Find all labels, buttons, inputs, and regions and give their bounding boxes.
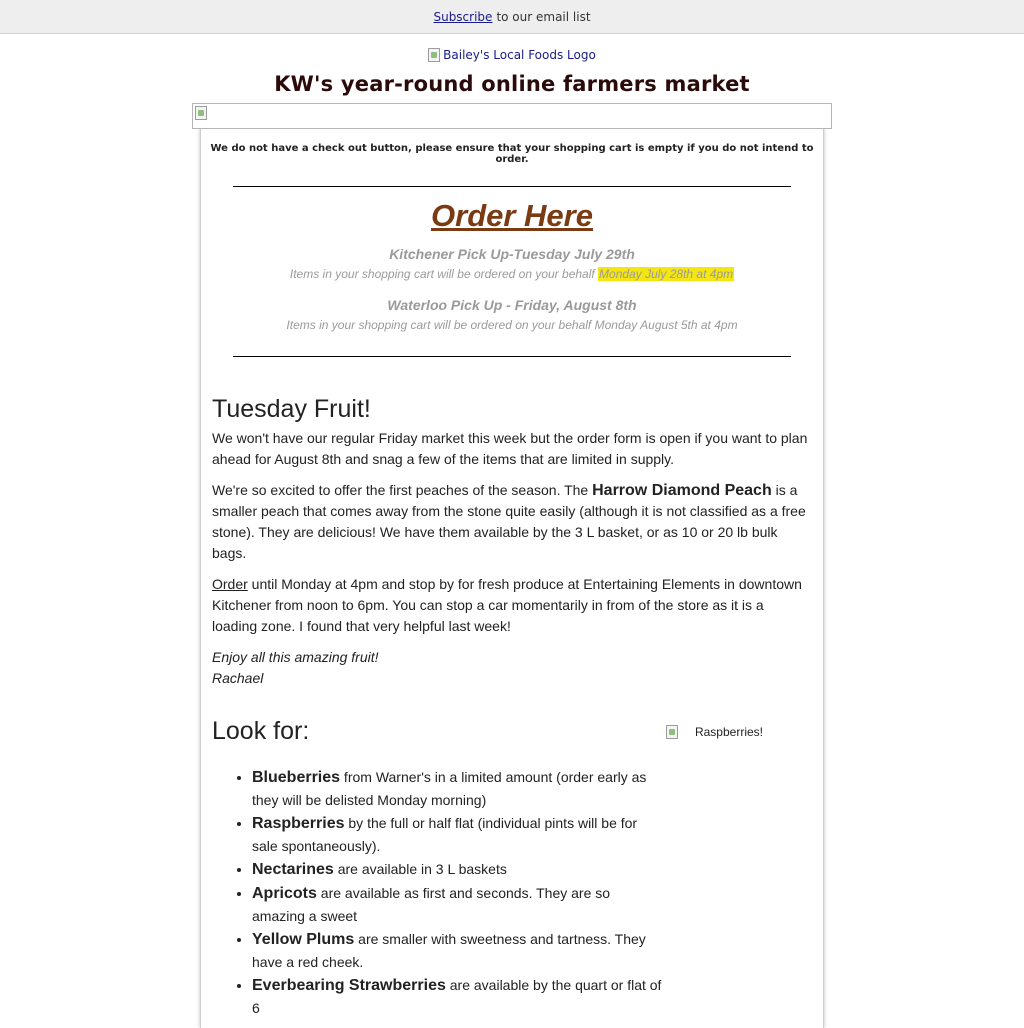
produce-description: are available by the quart or flat of 6: [252, 977, 662, 1016]
list-item: [252, 882, 662, 927]
article-paragraph-1: We won't have our regular Friday market this week but the order form is open if you want to plan ahead for August 8th and snag a few of the items that are limited in supply.: [212, 430, 808, 467]
newsletter-card: [200, 128, 824, 1028]
pickup-note-text: Items in your shopping cart will be ordered on your behalf: [286, 318, 595, 332]
subscribe-bar: [0, 0, 1024, 34]
broken-image-icon: [428, 48, 440, 62]
subscribe-text: to our email list: [496, 9, 591, 24]
text-span: until Monday at 4pm and stop by for fresh produce at Entertaining Elements in downtown Kitchener from noon to 6pm. You can stop a car momentarily in from of the store as it is a loading zone. I found that very helpful last week!: [212, 576, 802, 634]
pickup-note-text: Items in your shopping cart will be ordered on your behalf: [289, 267, 599, 281]
list-item: [252, 928, 662, 973]
produce-name: Yellow Plums: [252, 931, 355, 948]
article-paragraph-2: [212, 480, 811, 564]
signoff: [212, 647, 811, 689]
look-for-heading: Look for:: [212, 717, 310, 745]
subscribe-link[interactable]: Subscribe: [433, 9, 493, 24]
produce-name: Apricots: [252, 885, 317, 902]
produce-name: Everbearing Strawberries: [252, 977, 446, 994]
signoff-line: Enjoy all this amazing fruit!: [212, 649, 379, 665]
checkout-notice: We do not have a check out button, please ensure that your shopping cart is empty if you do not intend to order.: [210, 143, 814, 165]
signoff-name: Rachael: [212, 670, 264, 686]
broken-image-icon: [666, 725, 678, 739]
produce-description: are available in 3 L baskets: [333, 861, 507, 877]
peach-variety: Harrow Diamond Peach: [592, 482, 772, 499]
produce-description: are smaller with sweetness and tartness. They have a red cheek.: [252, 931, 646, 970]
produce-name: Nectarines: [252, 861, 334, 878]
article-paragraph-3: [212, 574, 811, 637]
logo-image[interactable]: [428, 48, 596, 62]
pickup-deadline: Monday August 5th at 4pm: [594, 318, 738, 332]
divider: [233, 186, 791, 187]
order-here-link[interactable]: Order Here: [431, 198, 593, 233]
produce-name: Blueberries: [252, 769, 341, 786]
text-span: is a smaller peach that comes away from the stone quite easily (although it is not classified as a free stone). They are delicious! We have them available by the 3 L basket, or as 10 or 20 lb bulk bags.: [212, 482, 806, 561]
produce-name: Raspberries: [252, 815, 345, 832]
pickup-deadline-highlight: Monday July 28th at 4pm: [599, 267, 734, 281]
produce-description: from Warner's in a limited amount (order early as they will be delisted Monday morning): [252, 769, 647, 808]
broken-image-icon: [195, 106, 207, 120]
pickup-note-waterloo: [201, 318, 823, 332]
pickup-note-kitchener: [201, 267, 823, 281]
produce-list: [212, 766, 662, 1019]
produce-description: by the full or half flat (individual pints will be for sale spontaneously).: [252, 815, 638, 854]
list-item: [252, 974, 662, 1019]
article-heading: Tuesday Fruit!: [212, 395, 371, 423]
article-content: [201, 395, 823, 1019]
raspberries-alt-text: Raspberries!: [694, 725, 763, 739]
logo-container: [0, 48, 1024, 66]
order-inline-link[interactable]: Order: [212, 576, 248, 592]
page-tagline: KW's year-round online farmers market: [274, 72, 750, 96]
pickup-title-kitchener: Kitchener Pick Up-Tuesday July 29th: [389, 246, 635, 262]
logo-alt-text: Bailey's Local Foods Logo: [443, 48, 596, 62]
list-item: [252, 766, 662, 811]
produce-description: are available as first and seconds. They are so amazing a sweet: [252, 885, 611, 924]
banner-image: [192, 103, 832, 129]
text-span: We're so excited to offer the first peaches of the season. The: [212, 482, 593, 498]
list-item: [252, 858, 662, 881]
look-for-section: [212, 717, 811, 1019]
raspberries-image: [666, 725, 763, 739]
list-item: [252, 812, 662, 857]
pickup-title-waterloo: Waterloo Pick Up - Friday, August 8th: [387, 297, 637, 313]
divider: [233, 356, 791, 357]
